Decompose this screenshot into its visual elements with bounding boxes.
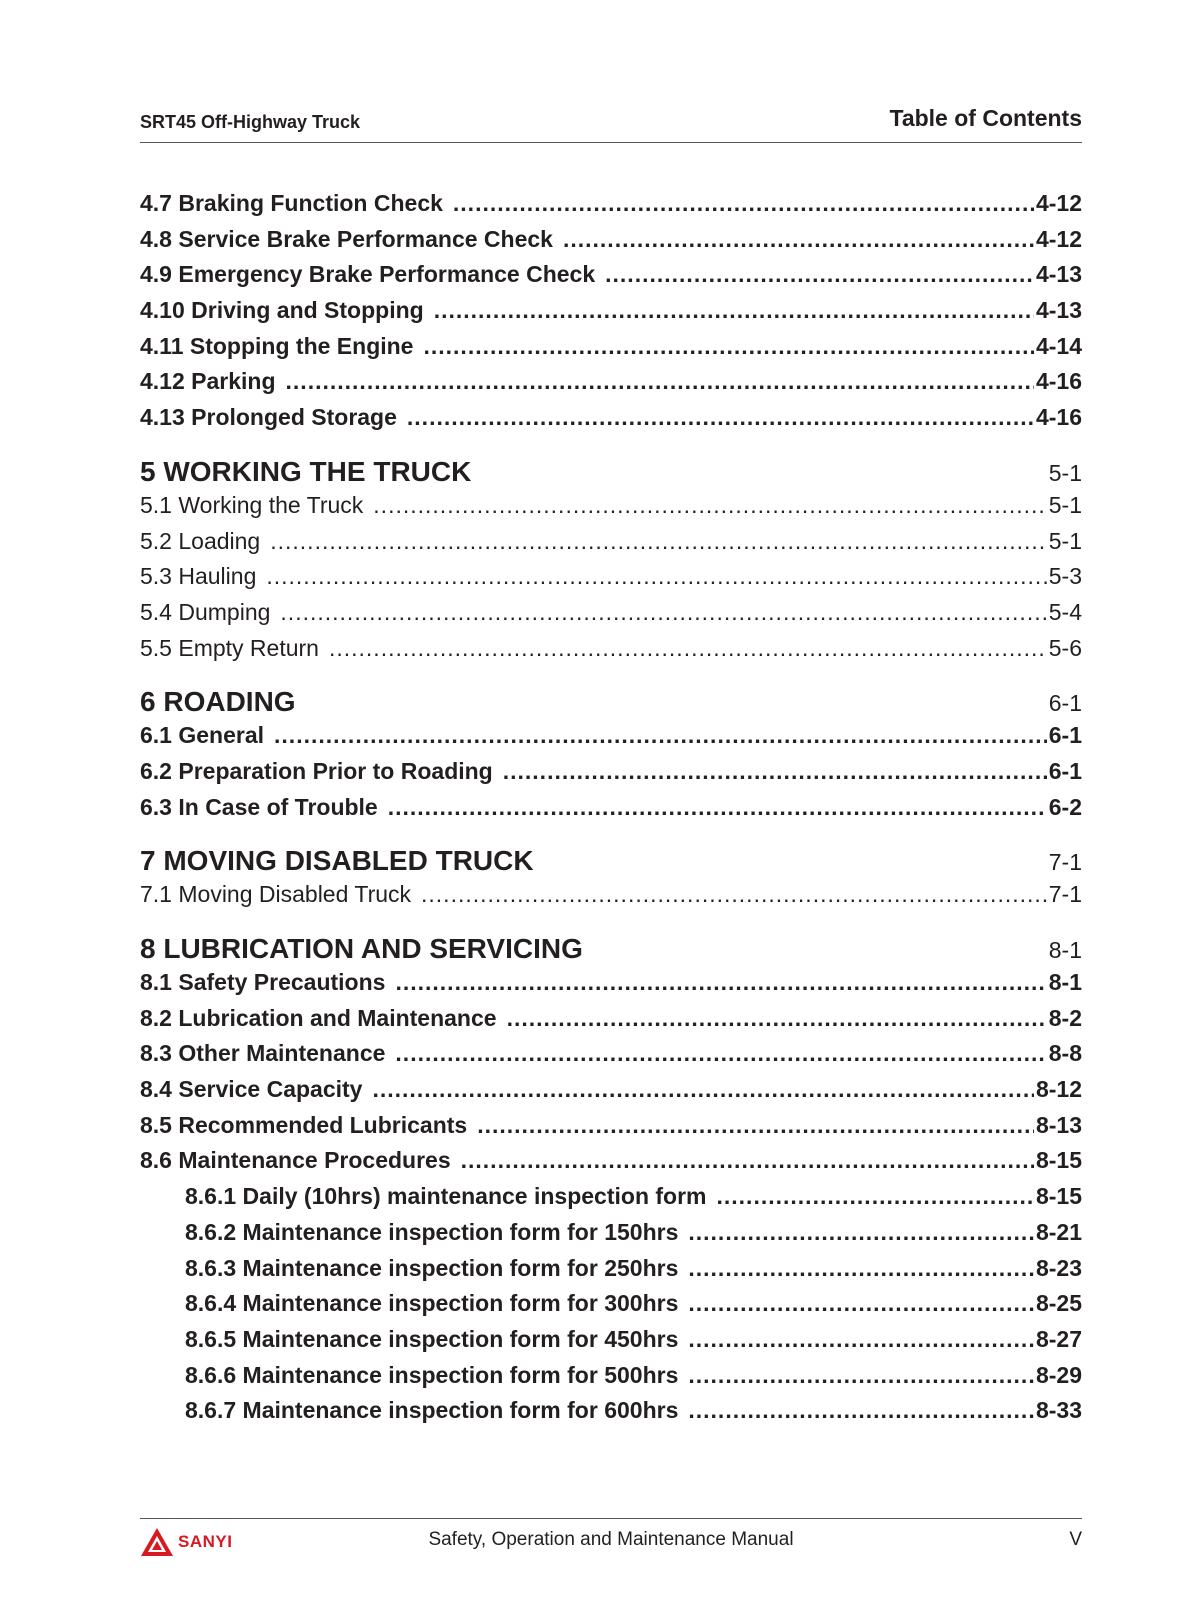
- toc-entry[interactable]: 8.5 Recommended Lubricants ..... 8-13: [140, 1108, 1082, 1144]
- chapter-heading[interactable]: 6 ROADING 6-1: [140, 686, 1082, 718]
- toc-entry[interactable]: 4.7 Braking Function Check ..... 4-12: [140, 186, 1082, 222]
- toc-subentry[interactable]: 8.6.1 Daily (10hrs) maintenance inspection form ..... 8-15: [140, 1179, 1082, 1215]
- page-header: [140, 100, 1082, 143]
- toc-entry[interactable]: 4.8 Service Brake Performance Check ..... 4-12: [140, 222, 1082, 258]
- toc-entry[interactable]: 6.1 General ..... 6-1: [140, 718, 1082, 754]
- toc-entry[interactable]: 4.12 Parking ..... 4-16: [140, 364, 1082, 400]
- toc-entry[interactable]: 5.2 Loading ..... 5-1: [140, 524, 1082, 560]
- toc-subentry[interactable]: 8.6.6 Maintenance inspection form for 500hrs ..... 8-29: [140, 1358, 1082, 1394]
- toc-entry[interactable]: 8.4 Service Capacity ..... 8-12: [140, 1072, 1082, 1108]
- page-footer: [140, 1518, 1082, 1569]
- manual-title: Safety, Operation and Maintenance Manual: [428, 1529, 794, 1550]
- toc-entry[interactable]: 5.3 Hauling ..... 5-3: [140, 559, 1082, 595]
- toc-entry[interactable]: 6.2 Preparation Prior to Roading ..... 6-1: [140, 754, 1082, 790]
- toc-entry[interactable]: 4.11 Stopping the Engine ..... 4-14: [140, 329, 1082, 365]
- toc-subentry[interactable]: 8.6.2 Maintenance inspection form for 150hrs ..... 8-21: [140, 1215, 1082, 1251]
- toc-entry[interactable]: 5.1 Working the Truck ..... 5-1: [140, 488, 1082, 524]
- chapter-heading[interactable]: 8 LUBRICATION AND SERVICING 8-1: [140, 933, 1082, 964]
- toc-entry[interactable]: 8.3 Other Maintenance ..... 8-8: [140, 1036, 1082, 1072]
- toc-subentry[interactable]: 8.6.4 Maintenance inspection form for 300hrs ..... 8-25: [140, 1286, 1082, 1322]
- toc-entry[interactable]: 5.4 Dumping ..... 5-4: [140, 595, 1082, 631]
- toc-subentry[interactable]: 8.6.3 Maintenance inspection form for 250hrs ..... 8-23: [140, 1251, 1082, 1287]
- chapter-heading[interactable]: 7 MOVING DISABLED TRUCK 7-1: [140, 845, 1082, 877]
- section-title: Table of Contents: [889, 105, 1082, 131]
- table-of-contents: [140, 186, 1082, 1429]
- chapter-heading[interactable]: 5 WORKING THE TRUCK 5-1: [140, 455, 1082, 487]
- toc-entry[interactable]: 4.13 Prolonged Storage ..... 4-16: [140, 400, 1082, 436]
- document-title: SRT45 Off-Highway Truck: [140, 112, 361, 132]
- toc-entry[interactable]: 8.6 Maintenance Procedures ..... 8-15: [140, 1143, 1082, 1179]
- logo-text: SANYI: [178, 1532, 233, 1551]
- page-number: V: [1069, 1529, 1082, 1550]
- toc-entry[interactable]: 4.9 Emergency Brake Performance Check ..... 4-13: [140, 257, 1082, 293]
- toc-entry[interactable]: 6.3 In Case of Trouble ..... 6-2: [140, 790, 1082, 826]
- toc-subentry[interactable]: 8.6.5 Maintenance inspection form for 450hrs ..... 8-27: [140, 1322, 1082, 1358]
- toc-entry[interactable]: 8.2 Lubrication and Maintenance ..... 8-2: [140, 1001, 1082, 1037]
- toc-subentry[interactable]: 8.6.7 Maintenance inspection form for 600hrs ..... 8-33: [140, 1393, 1082, 1429]
- toc-entry[interactable]: 7.1 Moving Disabled Truck ..... 7-1: [140, 877, 1082, 913]
- toc-entry[interactable]: 4.10 Driving and Stopping ..... 4-13: [140, 293, 1082, 329]
- toc-entry[interactable]: 8.1 Safety Precautions ..... 8-1: [140, 965, 1082, 1001]
- toc-entry[interactable]: 5.5 Empty Return ..... 5-6: [140, 631, 1082, 667]
